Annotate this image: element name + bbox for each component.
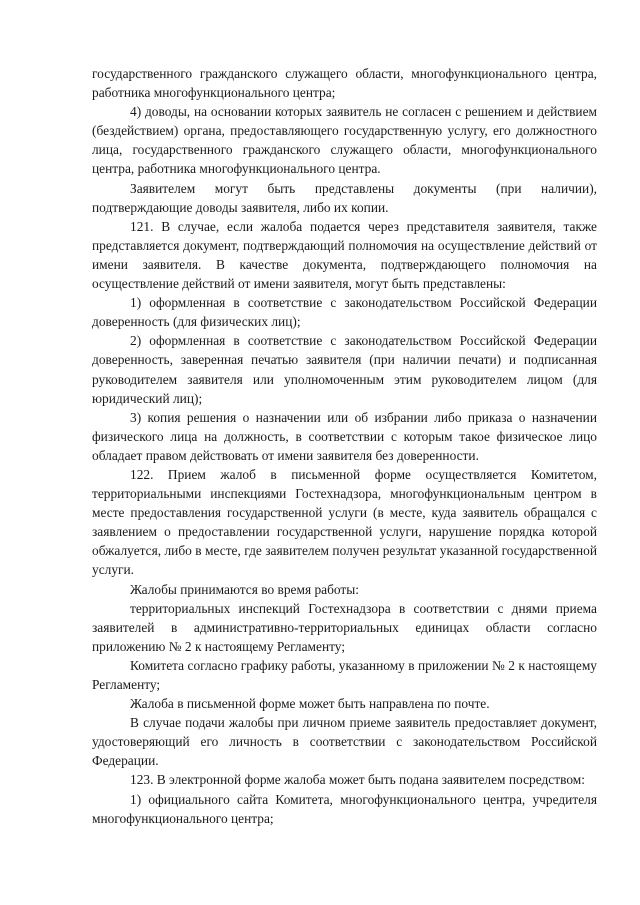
paragraph-postal-submission: Жалоба в письменной форме может быть направлена по почте. [130,696,490,712]
paragraph-continuation: государственного гражданского служащего области, многофункционального центра, работника многофункционального центра; [92,66,597,101]
paragraph-supporting-documents: Заявителем могут быть представлены документы (при наличии), подтверждающие доводы заявителя, либо их копии. [92,180,597,215]
paragraph-123-item-1: 1) официального сайта Комитета, многофункционального центра, учредителя многофункционального центра; [92,791,597,826]
document-body [92,64,597,828]
paragraph-inspections-schedule: территориальных инспекций Гостехнадзора в соответствии с днями приема заявителей в административно-территориальных единицах области согласно приложению № 2 к настоящему Регламенту; [92,600,597,654]
paragraph-personal-reception: В случае подачи жалобы при личном приеме заявитель предоставляет документ, удостоверяющий его личность в соответствии с законодательством Российской Федерации. [92,715,597,769]
paragraph-121: 121. В случае, если жалоба подается через представителя заявителя, также представляется документ, подтверждающий полномочия на осуществление действий от имени заявителя. В качестве документа, подтверждающего полномочия на осуществление действий от имени заявителя, могут быть представлены: [92,218,597,292]
paragraph-122: 122. Прием жалоб в письменной форме осуществляется Комитетом, территориальными инспекциями Гостехнадзора, многофункциональным центром в месте предоставления государственной услуги (в месте, куда заявитель обращался с заявлением о предоставлении государственной услуги, нарушение порядка которой обжалуется, либо в месте, где заявителем получен результат указанной государственной услуги. [92,466,597,578]
paragraph-committee-schedule: Комитета согласно графику работы, указанному в приложении № 2 к настоящему Регламенту; [92,657,597,692]
paragraph-working-hours: Жалобы принимаются во время работы: [130,581,359,597]
paragraph-121-item-1: 1) оформленная в соответствие с законодательством Российской Федерации доверенность (для физических лиц); [92,295,597,330]
paragraph-121-item-3: 3) копия решения о назначении или об избрании либо приказа о назначении физического лица на должность, в соответствии с которым такое физическое лицо обладает правом действовать от имени заявителя без доверенности. [92,409,597,463]
paragraph-123: 123. В электронной форме жалоба может быть подана заявителем посредством: [130,772,585,788]
paragraph-item-4-arguments: 4) доводы, на основании которых заявитель не согласен с решением и действием (бездействием) органа, предоставляющего государственную услугу, его должностного лица, государственного гражданского служащего области, многофункционального центра, работника многофункционального центра. [92,104,597,177]
paragraph-121-item-2: 2) оформленная в соответствие с законодательством Российской Федерации доверенность, заверенная печатью заявителя (при наличии печати) и подписанная руководителем заявителя или уполномоченным этим руководителем лицом (для юридический лиц); [92,333,597,406]
